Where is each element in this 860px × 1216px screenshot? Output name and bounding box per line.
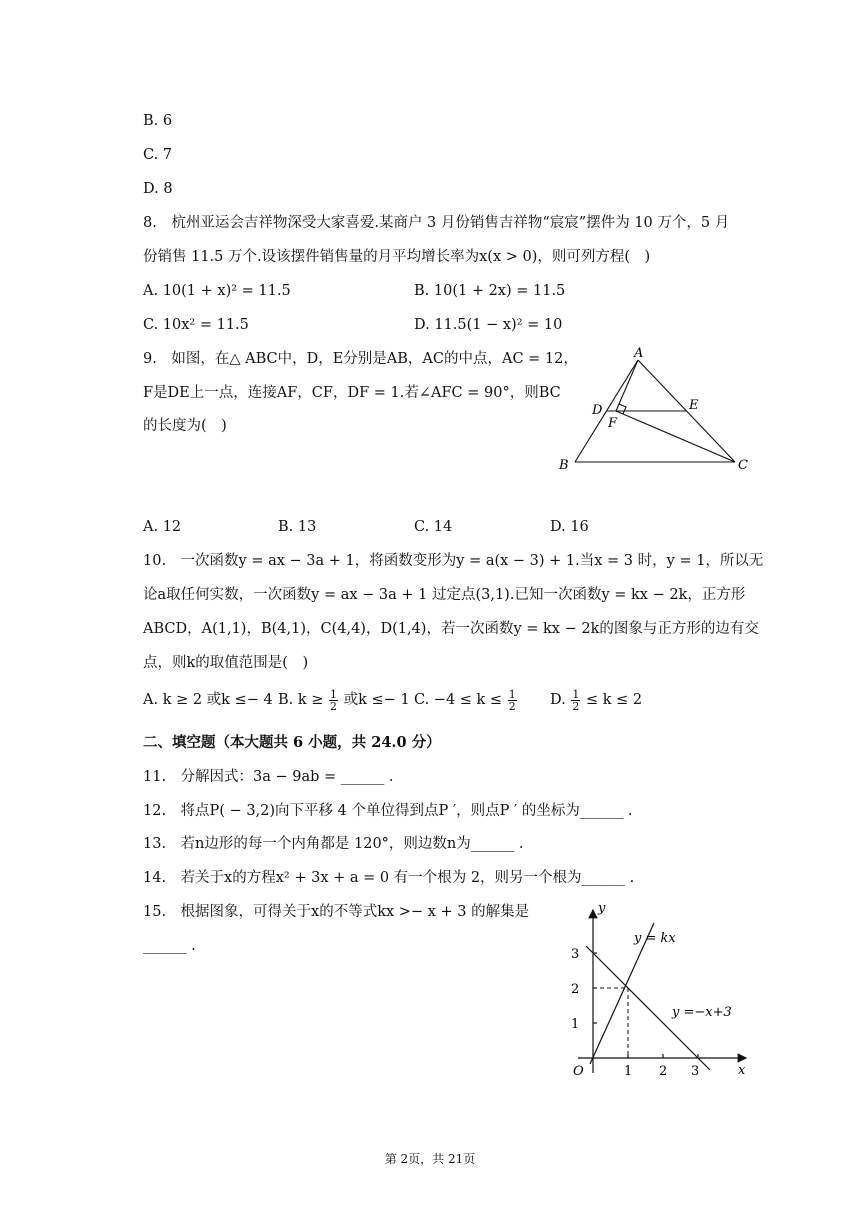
label-b: B bbox=[559, 458, 569, 473]
fraction bbox=[329, 689, 338, 712]
q9-stem-line3: 的长度为( ) bbox=[143, 418, 227, 434]
q9-option-d: D. 16 bbox=[550, 519, 589, 535]
q10-option-c bbox=[414, 685, 518, 715]
q8-stem-line1: 8. 杭州亚运会吉祥物深受大家喜爱.某商户 3 月份销售吉祥物“宸宸”摆件为 10 万个，5 月 bbox=[143, 215, 730, 231]
q10-option-a: A. k ≥ 2 或k ≤− 4 bbox=[143, 692, 273, 708]
fraction-numerator: 1 bbox=[330, 687, 338, 701]
q8-option-c: C. 10x² = 11.5 bbox=[143, 317, 249, 333]
label-f: F bbox=[608, 416, 618, 431]
q8-stem-line2: 份销售 11.5 万个.设该摆件销售量的月平均增长率为x(x > 0)，则可列方程( ) bbox=[143, 249, 651, 265]
q8-option-d: D. 11.5(1 − x)² = 10 bbox=[414, 317, 563, 333]
q8-option-a: A. 10(1 + x)² = 11.5 bbox=[143, 283, 291, 299]
q10-option-b bbox=[278, 685, 410, 715]
q8-option-b: B. 10(1 + 2x) = 11.5 bbox=[414, 283, 566, 299]
q9-option-a: A. 12 bbox=[143, 519, 182, 535]
x-tick-label-1: 1 bbox=[624, 1064, 633, 1079]
x-tick-label-2: 2 bbox=[659, 1064, 668, 1079]
prev-option-c: C. 7 bbox=[143, 147, 173, 163]
fraction-denominator: 2 bbox=[330, 699, 338, 713]
fraction-numerator: 1 bbox=[508, 687, 516, 701]
line-label-y-kx: y = kx bbox=[634, 931, 676, 946]
q10-stem-line3: ABCD，A(1,1)，B(4,1)，C(4,4)，D(1,4)，若一次函数y = kx − 2k的图象与正方形的边有交 bbox=[143, 621, 759, 637]
q10-option-d-post: ≤ k ≤ 2 bbox=[585, 692, 643, 708]
fraction-denominator: 2 bbox=[508, 699, 516, 713]
q10-option-c-pre: C. −4 ≤ k ≤ bbox=[414, 692, 503, 708]
prev-option-b: B. 6 bbox=[143, 113, 173, 129]
q9-stem-line1: 9. 如图，在△ ABC中，D，E分别是AB，AC的中点，AC = 12， bbox=[143, 351, 578, 367]
q9-triangle-figure bbox=[550, 342, 760, 477]
x-axis-label: x bbox=[738, 1063, 746, 1078]
q9-option-b: B. 13 bbox=[278, 519, 317, 535]
x-tick-label-3: 3 bbox=[691, 1064, 700, 1079]
q10-stem-line1: 10. 一次函数y = ax − 3a + 1，将函数变形为y = a(x − 3) + 1.当x = 3 时，y = 1，所以无 bbox=[143, 553, 764, 569]
label-c: C bbox=[738, 458, 748, 473]
fraction bbox=[508, 689, 517, 712]
page-footer: 第 2页，共 21页 bbox=[384, 1152, 476, 1166]
q10-stem-line4: 点，则k的取值范围是( ) bbox=[143, 655, 309, 671]
line-label-y-neg-x-plus-3: y =−x+3 bbox=[672, 1005, 732, 1020]
origin-label: O bbox=[573, 1064, 584, 1079]
y-tick-label-1: 1 bbox=[571, 1017, 580, 1032]
label-a: A bbox=[634, 346, 644, 361]
y-axis-label: y bbox=[598, 901, 606, 916]
q14-stem: 14. 若关于x的方程x² + 3x + a = 0 有一个根为 2，则另一个根为______ . bbox=[143, 870, 635, 886]
q10-option-d-pre: D. bbox=[550, 692, 566, 708]
q11-stem: 11. 分解因式：3a − 9ab = ______ . bbox=[143, 769, 394, 785]
fraction-numerator: 1 bbox=[572, 687, 580, 701]
q10-option-b-post: 或k ≤− 1 bbox=[343, 692, 410, 708]
q10-option-b-pre: B. k ≥ bbox=[278, 692, 324, 708]
q10-option-d bbox=[550, 685, 642, 715]
q9-stem-line2: F是DE上一点，连接AF，CF，DF = 1.若∠AFC = 90°，则BC bbox=[143, 385, 561, 401]
segment-af bbox=[616, 360, 638, 411]
q15-coordinate-graph bbox=[548, 898, 763, 1083]
y-tick-label-3: 3 bbox=[571, 947, 580, 962]
q10-stem-line2: 论a取任何实数，一次函数y = ax − 3a + 1 过定点(3,1).已知一次函数y = kx − 2k，正方形 bbox=[143, 587, 746, 603]
fraction-denominator: 2 bbox=[572, 699, 580, 713]
q15-stem-line1: 15. 根据图象，可得关于x的不等式kx >− x + 3 的解集是 bbox=[143, 904, 530, 920]
label-e: E bbox=[689, 398, 699, 413]
label-d: D bbox=[592, 403, 603, 418]
section-heading-fill-in: 二、填空题（本大题共 6 小题，共 24.0 分） bbox=[143, 734, 441, 751]
q15-stem-line2: ______ . bbox=[143, 938, 196, 954]
segment-fc bbox=[616, 411, 735, 462]
q13-stem: 13. 若n边形的每一个内角都是 120°，则边数n为______ . bbox=[143, 836, 524, 852]
q9-option-c: C. 14 bbox=[414, 519, 453, 535]
q12-stem: 12. 将点P( − 3,2)向下平移 4 个单位得到点P ′，则点P ′ 的坐标为______ . bbox=[143, 803, 633, 819]
prev-option-d: D. 8 bbox=[143, 181, 173, 197]
fraction bbox=[571, 689, 580, 712]
y-tick-label-2: 2 bbox=[571, 982, 580, 997]
